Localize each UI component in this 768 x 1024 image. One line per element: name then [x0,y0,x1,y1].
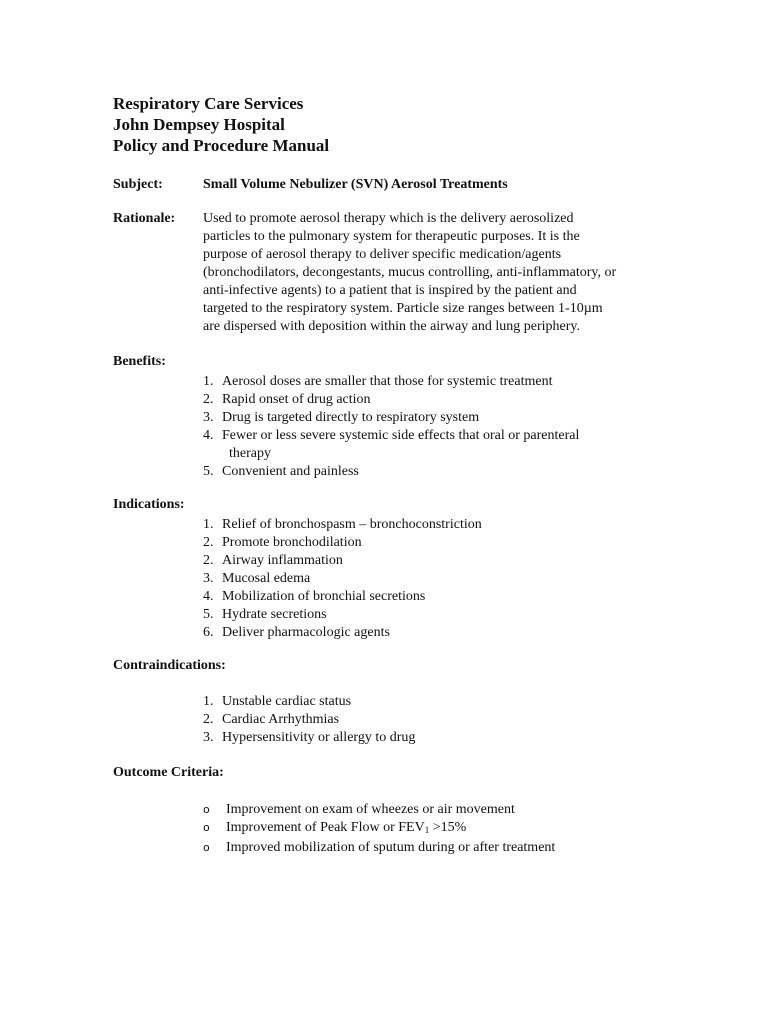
rationale-line: purpose of aerosol therapy to deliver specific medication/agents [203,247,562,262]
benefits-list [203,373,579,481]
indications-label: Indications: [113,497,185,512]
benefits-label: Benefits: [113,354,166,369]
circle-bullet-icon: o [203,821,210,834]
rationale-line: (bronchodilators, decongestants, mucus controlling, anti-inflammatory, or [203,265,617,280]
circle-bullet-icon: o [203,803,210,816]
list-item: 5. Hydrate secretions [203,607,327,622]
header-department: Respiratory Care Services [113,94,304,113]
list-item: 3. Drug is targeted directly to respiratory system [203,410,480,425]
list-item: 2. Cardiac Arrhythmias [203,712,340,727]
indications-list [203,516,482,642]
rationale-line: particles to the pulmonary system for therapeutic purposes. It is the [203,229,580,244]
outcome-criteria-label: Outcome Criteria: [113,765,224,780]
list-item: 5. Convenient and painless [203,464,359,479]
rationale-line: targeted to the respiratory system. Particle size ranges between 1-10µm [203,301,603,316]
subject-value: Small Volume Nebulizer (SVN) Aerosol Treatments [203,177,508,192]
list-item: o Improvement on exam of wheezes or air movement [203,802,515,817]
outcome-criteria-list [203,801,555,857]
contraindications-list [203,693,415,747]
rationale-text [203,210,673,336]
header-manual: Policy and Procedure Manual [113,136,330,155]
list-item: 1. Aerosol doses are smaller that those for systemic treatment [203,374,553,389]
rationale-line: anti-infective agents) to a patient that is inspired by the patient and [203,283,577,298]
list-item: 2. Airway inflammation [203,553,343,568]
list-item: 1. Relief of bronchospasm – bronchoconstriction [203,517,482,532]
subject-label: Subject: [113,177,163,192]
contraindications-label: Contraindications: [113,658,226,673]
list-item: 1. Unstable cardiac status [203,694,352,709]
list-item: o Improved mobilization of sputum during or after treatment [203,840,556,855]
list-item: 4. Mobilization of bronchial secretions [203,589,426,604]
rationale-line: Used to promote aerosol therapy which is the delivery aerosolized [203,211,574,226]
list-item: 3. Hypersensitivity or allergy to drug [203,730,416,745]
header-hospital: John Dempsey Hospital [113,115,285,134]
list-item: therapy [222,446,271,461]
rationale-label: Rationale: [113,211,176,226]
fev-subscript: 1 [424,825,430,835]
list-item: 6. Deliver pharmacologic agents [203,625,390,640]
list-item: 2. Promote bronchodilation [203,535,362,550]
list-item: 3. Mucosal edema [203,571,311,586]
list-item: o Improvement of Peak Flow or $FEV_1 >15\%$ [203,819,555,839]
circle-bullet-icon: o [203,841,210,854]
list-item: 4. Fewer or less severe systemic side effects that oral or parenteral [203,428,580,443]
rationale-line: are dispersed with deposition within the airway and lung periphery. [203,319,580,334]
document-header [113,93,329,156]
list-item: 2. Rapid onset of drug action [203,392,371,407]
